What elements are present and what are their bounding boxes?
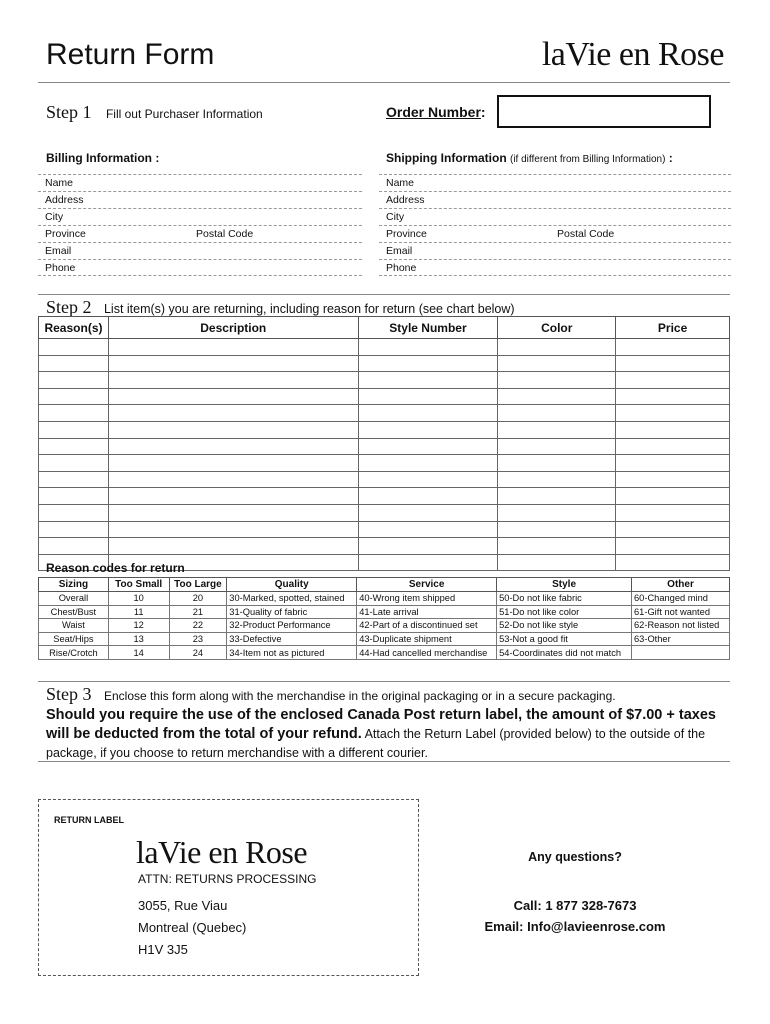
- price-cell[interactable]: [616, 521, 730, 538]
- style-number-cell[interactable]: [358, 504, 498, 521]
- color-cell[interactable]: [498, 554, 616, 571]
- reason-code-cell: 20: [169, 592, 227, 606]
- reason-codes-body: [39, 592, 730, 660]
- reason-code-row: [39, 646, 730, 660]
- shipping-email-field[interactable]: [379, 242, 731, 259]
- price-cell[interactable]: [616, 372, 730, 389]
- billing-phone-field[interactable]: [38, 259, 362, 276]
- field-label: Name: [386, 177, 415, 189]
- style-number-cell[interactable]: [358, 455, 498, 472]
- item-row: [39, 372, 730, 389]
- price-cell[interactable]: [616, 421, 730, 438]
- color-cell[interactable]: [498, 339, 616, 356]
- order-number-label-wrap: [386, 104, 486, 120]
- return-address-line2: Montreal (Quebec): [138, 920, 247, 935]
- header-divider: [38, 82, 730, 83]
- style-number-cell[interactable]: [358, 471, 498, 488]
- step2-row: [46, 297, 515, 318]
- step3-divider: [38, 681, 730, 682]
- field-label: Phone: [45, 262, 76, 274]
- style-number-cell[interactable]: [358, 538, 498, 555]
- field-label: Address: [386, 194, 425, 206]
- reason-code-cell: 41-Late arrival: [357, 605, 497, 619]
- reason-cell[interactable]: [39, 405, 109, 422]
- description-cell[interactable]: [108, 455, 358, 472]
- step2-divider: [38, 294, 730, 295]
- description-cell[interactable]: [108, 471, 358, 488]
- field-label: Phone: [386, 262, 417, 274]
- description-cell[interactable]: [108, 372, 358, 389]
- brand-logo: laVie en Rose: [541, 36, 724, 73]
- step1-row: [46, 102, 263, 123]
- reason-code-cell: Overall: [39, 592, 109, 606]
- step3-bottom-divider: [38, 761, 730, 762]
- billing-fields: [38, 174, 362, 276]
- step3-bold-text: Should you require the use of the enclosed Canada Post return label, the amount of $7.00 + taxes will be deducted from the total of your refund.: [46, 707, 716, 742]
- reason-codes-heading: Reason codes for return: [46, 561, 185, 575]
- reason-code-cell: 21: [169, 605, 227, 619]
- page-title: Return Form: [46, 38, 215, 71]
- reason-cell[interactable]: [39, 372, 109, 389]
- style-number-cell[interactable]: [358, 355, 498, 372]
- reason-codes-table: [38, 577, 730, 660]
- price-cell[interactable]: [616, 538, 730, 555]
- billing-address-field[interactable]: [38, 191, 362, 208]
- billing-city-field[interactable]: [38, 208, 362, 225]
- reason-code-row: [39, 619, 730, 633]
- reason-code-cell: 42-Part of a discontinued set: [357, 619, 497, 633]
- field-label: Name: [45, 177, 74, 189]
- col-color: Color: [498, 317, 616, 339]
- reason-code-cell: 11: [108, 605, 169, 619]
- code-col-too-large: Too Large: [169, 578, 227, 592]
- field-label: Province: [386, 228, 427, 240]
- reason-cell[interactable]: [39, 521, 109, 538]
- step2-instruction: List item(s) you are returning, including reason for return (see chart below): [103, 302, 515, 316]
- field-label: Address: [45, 194, 84, 206]
- style-number-cell[interactable]: [358, 421, 498, 438]
- price-cell[interactable]: [616, 488, 730, 505]
- reason-code-cell: 44-Had cancelled merchandise: [357, 646, 497, 660]
- reason-code-cell: 63-Other: [632, 632, 730, 646]
- contact-email[interactable]: Email: Info@lavieenrose.com: [484, 919, 666, 934]
- return-label-box: [38, 799, 419, 976]
- col-description: Description: [108, 317, 358, 339]
- style-number-cell[interactable]: [358, 554, 498, 571]
- reason-cell[interactable]: [39, 388, 109, 405]
- description-cell[interactable]: [108, 388, 358, 405]
- reason-code-cell: 60-Changed mind: [632, 592, 730, 606]
- description-cell[interactable]: [108, 438, 358, 455]
- color-cell[interactable]: [498, 405, 616, 422]
- reason-code-cell: 62-Reason not listed: [632, 619, 730, 633]
- reason-cell[interactable]: [39, 339, 109, 356]
- price-cell[interactable]: [616, 471, 730, 488]
- code-col-quality: Quality: [227, 578, 357, 592]
- color-cell[interactable]: [498, 388, 616, 405]
- step2-label: Step 2: [46, 297, 92, 317]
- color-cell[interactable]: [498, 438, 616, 455]
- item-row: [39, 339, 730, 356]
- style-number-cell[interactable]: [358, 488, 498, 505]
- contact-phone[interactable]: Call: 1 877 328-7673: [513, 898, 637, 913]
- billing-postal-label: Postal Code: [196, 228, 254, 240]
- reason-code-cell: 61-Gift not wanted: [632, 605, 730, 619]
- price-cell[interactable]: [616, 405, 730, 422]
- reason-code-cell: Chest/Bust: [39, 605, 109, 619]
- reason-code-cell: 54-Coordinates did not match: [497, 646, 632, 660]
- billing-heading: Billing Information :: [46, 151, 160, 165]
- price-cell[interactable]: [616, 554, 730, 571]
- code-col-service: Service: [357, 578, 497, 592]
- return-address-line1: 3055, Rue Viau: [138, 898, 228, 913]
- shipping-colon: :: [665, 151, 673, 165]
- item-row: [39, 521, 730, 538]
- col-reasons: Reason(s): [39, 317, 109, 339]
- reason-code-cell: [632, 646, 730, 660]
- field-label: Province: [45, 228, 86, 240]
- step3-rest-text: Attach the Return Label (provided below) to the outside of the package, if you choose to return merchandise with a different courier.: [46, 727, 706, 760]
- code-col-too-small: Too Small: [108, 578, 169, 592]
- reason-cell[interactable]: [39, 355, 109, 372]
- reason-code-cell: 52-Do not like style: [497, 619, 632, 633]
- items-table: [38, 316, 730, 571]
- style-number-cell[interactable]: [358, 372, 498, 389]
- reason-code-cell: 13: [108, 632, 169, 646]
- description-cell[interactable]: [108, 355, 358, 372]
- field-label: City: [386, 211, 405, 223]
- item-row: [39, 355, 730, 372]
- field-label: Email: [45, 245, 72, 257]
- code-col-sizing: Sizing: [39, 578, 109, 592]
- step3-instruction: Enclose this form along with the merchandise in the original packaging or in a secure packaging.: [103, 689, 616, 703]
- reason-code-cell: Waist: [39, 619, 109, 633]
- description-cell[interactable]: [108, 521, 358, 538]
- reason-code-cell: 51-Do not like color: [497, 605, 632, 619]
- color-cell[interactable]: [498, 471, 616, 488]
- price-cell[interactable]: [616, 339, 730, 356]
- reason-code-cell: 50-Do not like fabric: [497, 592, 632, 606]
- reason-code-cell: 24: [169, 646, 227, 660]
- order-number-label: Order Number: [386, 104, 481, 120]
- reason-cell[interactable]: [39, 438, 109, 455]
- reason-code-cell: 22: [169, 619, 227, 633]
- style-number-cell[interactable]: [358, 339, 498, 356]
- shipping-province-field[interactable]: [379, 225, 731, 242]
- code-col-other: Other: [632, 578, 730, 592]
- reason-code-cell: 23: [169, 632, 227, 646]
- shipping-name-field[interactable]: [379, 174, 731, 191]
- shipping-heading: Shipping Information: [386, 151, 507, 165]
- reason-code-cell: 40-Wrong item shipped: [357, 592, 497, 606]
- step1-instruction: Fill out Purchaser Information: [105, 107, 263, 121]
- shipping-address-field[interactable]: [379, 191, 731, 208]
- style-number-cell[interactable]: [358, 521, 498, 538]
- reason-code-cell: Seat/Hips: [39, 632, 109, 646]
- description-cell[interactable]: [108, 339, 358, 356]
- order-number-colon: :: [480, 104, 486, 120]
- color-cell[interactable]: [498, 372, 616, 389]
- reason-code-cell: 53-Not a good fit: [497, 632, 632, 646]
- step3-label: Step 3: [46, 684, 92, 704]
- col-price: Price: [616, 317, 730, 339]
- return-address-postal: H1V 3J5: [138, 942, 188, 957]
- item-row: [39, 455, 730, 472]
- billing-name-field[interactable]: [38, 174, 362, 191]
- reason-cell[interactable]: [39, 488, 109, 505]
- description-cell[interactable]: [108, 504, 358, 521]
- color-cell[interactable]: [498, 355, 616, 372]
- item-row: [39, 421, 730, 438]
- item-row: [39, 471, 730, 488]
- reason-code-cell: 14: [108, 646, 169, 660]
- reason-code-cell: 12: [108, 619, 169, 633]
- style-number-cell[interactable]: [358, 438, 498, 455]
- return-label-logo: laVie en Rose: [136, 834, 308, 870]
- return-label-attn: ATTN: RETURNS PROCESSING: [138, 872, 317, 886]
- reason-code-cell: 31-Quality of fabric: [227, 605, 357, 619]
- price-cell[interactable]: [616, 455, 730, 472]
- shipping-phone-field[interactable]: [379, 259, 731, 276]
- price-cell[interactable]: [616, 438, 730, 455]
- shipping-fields: [379, 174, 731, 276]
- shipping-city-field[interactable]: [379, 208, 731, 225]
- reason-code-cell: 34-Item not as pictured: [227, 646, 357, 660]
- reason-cell[interactable]: [39, 504, 109, 521]
- item-row: [39, 488, 730, 505]
- billing-province-field[interactable]: [38, 225, 362, 242]
- reason-code-row: [39, 592, 730, 606]
- item-row: [39, 388, 730, 405]
- style-number-cell[interactable]: [358, 388, 498, 405]
- shipping-postal-label: Postal Code: [557, 228, 615, 240]
- item-row: [39, 405, 730, 422]
- step3-body: [46, 706, 736, 763]
- price-cell[interactable]: [616, 504, 730, 521]
- shipping-heading-wrap: [386, 151, 673, 165]
- code-col-style: Style: [497, 578, 632, 592]
- field-label: Email: [386, 245, 413, 257]
- color-cell[interactable]: [498, 521, 616, 538]
- description-cell[interactable]: [108, 488, 358, 505]
- return-label-heading: RETURN LABEL: [54, 815, 124, 825]
- reason-code-row: [39, 605, 730, 619]
- reason-code-cell: 32-Product Performance: [227, 619, 357, 633]
- description-cell[interactable]: [108, 421, 358, 438]
- color-cell[interactable]: [498, 504, 616, 521]
- item-row: [39, 504, 730, 521]
- description-cell[interactable]: [108, 538, 358, 555]
- reason-cell[interactable]: [39, 455, 109, 472]
- color-cell[interactable]: [498, 538, 616, 555]
- item-row: [39, 538, 730, 555]
- field-label: City: [45, 211, 64, 223]
- item-row: [39, 438, 730, 455]
- reason-code-cell: Rise/Crotch: [39, 646, 109, 660]
- reason-code-cell: 10: [108, 592, 169, 606]
- contact-questions: Any questions?: [528, 850, 622, 864]
- step1-label: Step 1: [46, 102, 92, 122]
- shipping-note: (if different from Billing Information): [510, 154, 666, 165]
- items-table-body: [39, 339, 730, 571]
- order-number-field[interactable]: [497, 95, 711, 128]
- color-cell[interactable]: [498, 488, 616, 505]
- reason-code-row: [39, 632, 730, 646]
- reason-code-cell: 33-Defective: [227, 632, 357, 646]
- color-cell[interactable]: [498, 455, 616, 472]
- reason-cell[interactable]: [39, 471, 109, 488]
- reason-cell[interactable]: [39, 421, 109, 438]
- col-style-number: Style Number: [358, 317, 498, 339]
- step3-row: [46, 684, 616, 705]
- reason-code-cell: 30-Marked, spotted, stained: [227, 592, 357, 606]
- price-cell[interactable]: [616, 355, 730, 372]
- reason-cell[interactable]: [39, 538, 109, 555]
- price-cell[interactable]: [616, 388, 730, 405]
- description-cell[interactable]: [108, 405, 358, 422]
- reason-code-cell: 43-Duplicate shipment: [357, 632, 497, 646]
- style-number-cell[interactable]: [358, 405, 498, 422]
- billing-email-field[interactable]: [38, 242, 362, 259]
- color-cell[interactable]: [498, 421, 616, 438]
